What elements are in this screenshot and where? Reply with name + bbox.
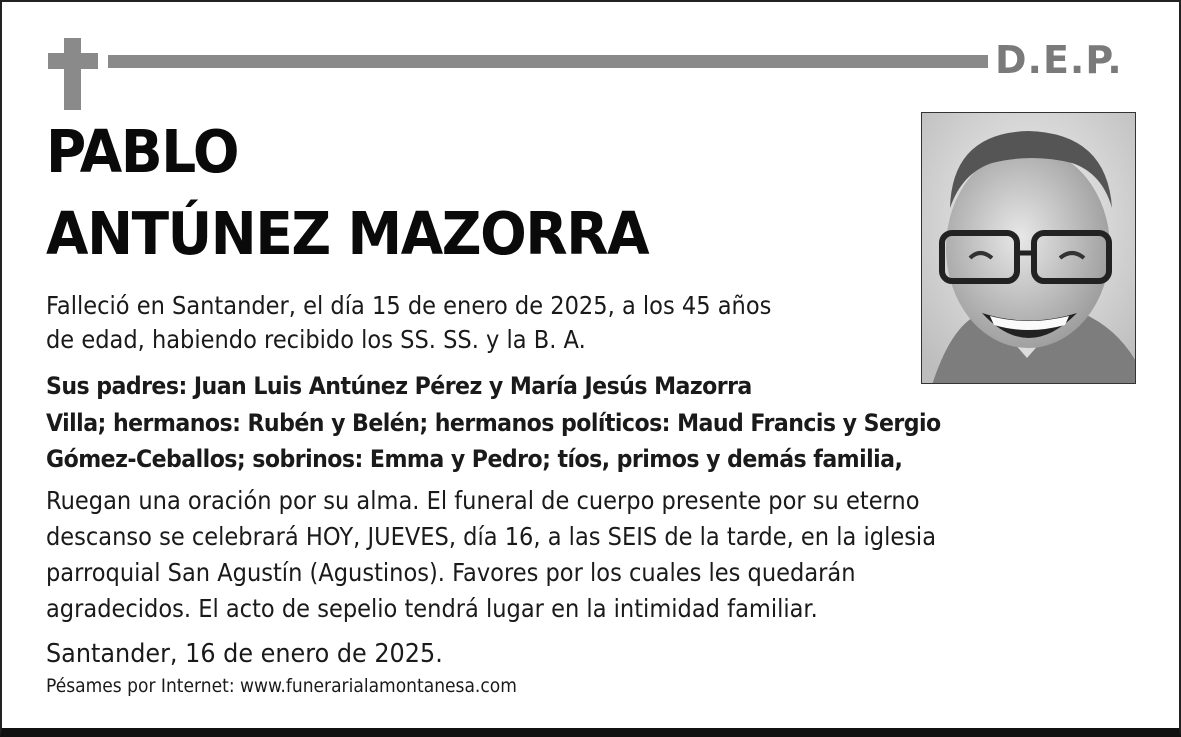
- cross-icon: [48, 38, 98, 110]
- condolences-web: Pésames por Internet: www.funerarialamontanesa.com: [46, 675, 517, 697]
- funeral-line: Ruegan una oración por su alma. El funeral de cuerpo presente por su eterno: [46, 486, 920, 515]
- notice-date: Santander, 16 de enero de 2025.: [46, 639, 443, 669]
- death-notice-line: de edad, habiendo recibido los SS. SS. y la B. A.: [46, 325, 586, 354]
- funeral-line: agradecidos. El acto de sepelio tendrá lugar en la intimidad familiar.: [46, 594, 818, 623]
- deceased-photo: [921, 112, 1136, 384]
- deceased-surnames: ANTÚNEZ MAZORRA: [46, 199, 649, 268]
- family-line: Villa; hermanos: Rubén y Belén; hermanos políticos: Maud Francis y Sergio: [46, 409, 941, 437]
- family-line: Gómez-Ceballos; sobrinos: Emma y Pedro; tíos, primos y demás familia,: [46, 445, 903, 473]
- dep-label: D.E.P.: [995, 38, 1123, 82]
- family-line: Sus padres: Juan Luis Antúnez Pérez y María Jesús Mazorra: [46, 372, 752, 400]
- funeral-line: parroquial San Agustín (Agustinos). Favores por los cuales les quedarán: [46, 558, 856, 587]
- header-rule: [108, 55, 988, 68]
- funeral-line: descanso se celebrará HOY, JUEVES, día 16, a las SEIS de la tarde, en la iglesia: [46, 522, 937, 551]
- deceased-first-name: PABLO: [46, 117, 239, 186]
- death-notice-line: Falleció en Santander, el día 15 de enero de 2025, a los 45 años: [46, 291, 772, 320]
